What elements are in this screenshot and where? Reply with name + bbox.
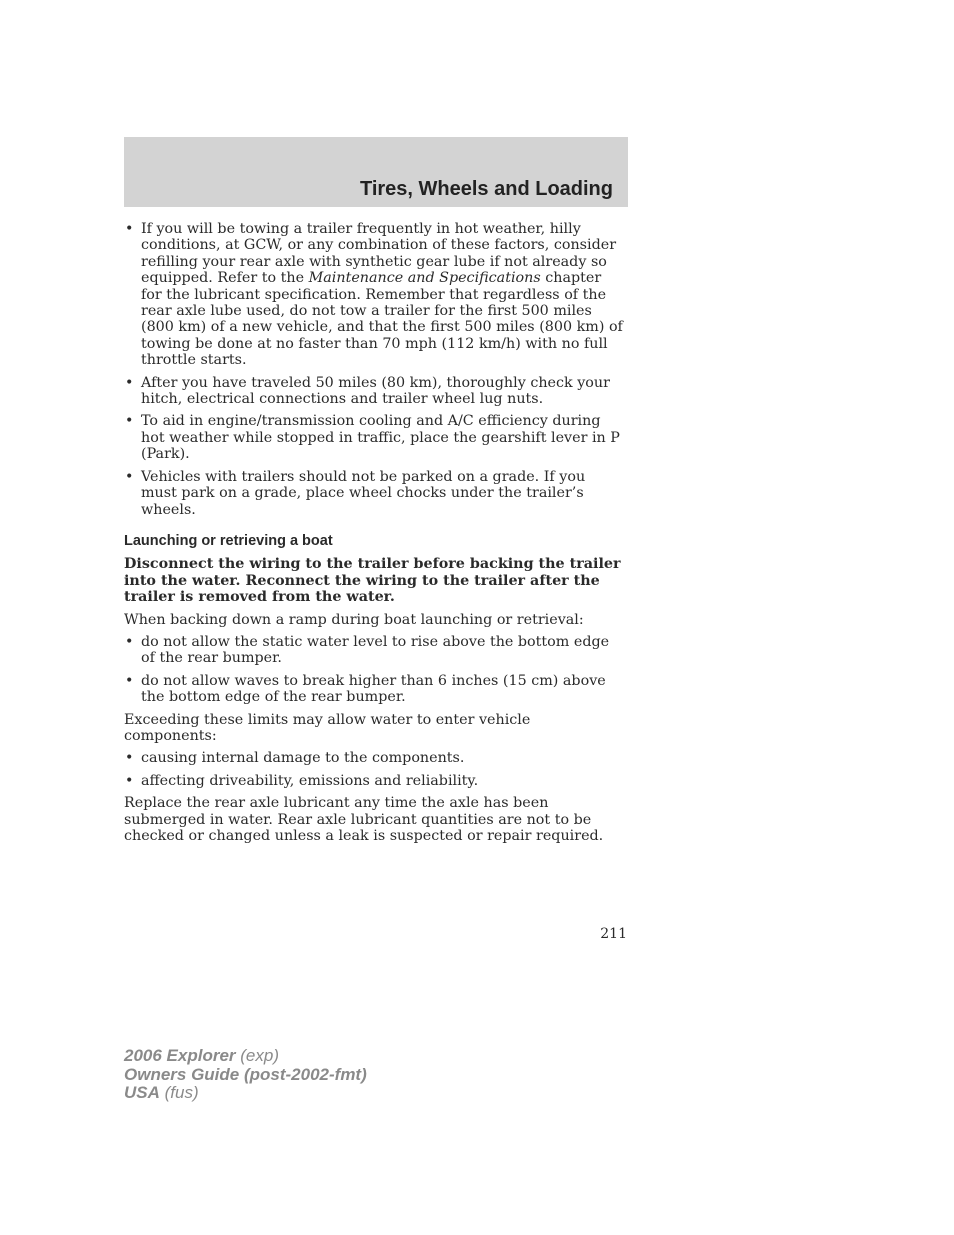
chapter-reference: Maintenance and Specifications (308, 270, 541, 287)
list-item: • affecting driveability, emissions and reliability. (124, 773, 624, 789)
footer-market-code: (fus) (164, 1083, 199, 1102)
limits-consequences-list (124, 750, 624, 789)
footer-vehicle-code: (exp) (240, 1046, 279, 1065)
ramp-intro: When backing down a ramp during boat launching or retrieval: (124, 611, 584, 628)
footer-line-guide (124, 1066, 367, 1085)
wiring-warning: Disconnect the wiring to the trailer before backing the trailer into the water. Reconnect the wiring to the trailer after the trailer is removed from the water. (124, 556, 621, 606)
list-item (124, 221, 624, 369)
bullet-text-end: chapter for the lubricant specification. Remember that regardless of the rear axle lube used, do not tow a trailer for the first 500 miles (800 km) of a new vehicle, and that the first 500 miles (800 km) of towing be done at no faster than 70 mph (112 km/h) with no full throttle starts. (141, 270, 623, 369)
footer-vehicle: 2006 Explorer (124, 1046, 236, 1065)
document-footer (124, 1047, 367, 1103)
section-title: Tires, Wheels and Loading (359, 178, 613, 200)
limits-text: Exceeding these limits may allow water to enter vehicle components: (124, 711, 531, 744)
list-item: • After you have traveled 50 miles (80 km), thoroughly check your hitch, electrical connections and trailer wheel lug nuts. (124, 375, 624, 408)
footer-guide: Owners Guide (post-2002-fmt) (124, 1064, 367, 1084)
bullet-text-start: If you will be towing a trailer frequently in hot weather, hilly conditions, at GCW, or any combination of these factors, consider refilling your rear axle with synthetic gear lube if not already so equipped. Refer to the (141, 221, 617, 287)
boat-section-heading: Launching or retrieving a boat (124, 532, 333, 549)
ramp-rules-list (124, 634, 624, 706)
page-content (124, 221, 624, 850)
page-number: 211 (600, 926, 627, 942)
section-header-band (124, 137, 628, 207)
closing-paragraph: Replace the rear axle lubricant any time the axle has been submerged in water. Rear axle lubricant quantities are not to be checked or changed unless a leak is suspected or repair required. (124, 795, 604, 844)
towing-tips-list (124, 221, 624, 518)
footer-market: USA (124, 1083, 160, 1102)
list-item: • do not allow the static water level to rise above the bottom edge of the rear bumper. (124, 634, 624, 667)
list-item: • causing internal damage to the components. (124, 750, 624, 766)
footer-line-vehicle (124, 1047, 367, 1066)
list-item: • To aid in engine/transmission cooling and A/C efficiency during hot weather while stopped in traffic, place the gearshift lever in P (Park). (124, 413, 624, 462)
list-item: • do not allow waves to break higher than 6 inches (15 cm) above the bottom edge of the rear bumper. (124, 673, 624, 706)
footer-line-market (124, 1084, 367, 1103)
list-item: • Vehicles with trailers should not be parked on a grade. If you must park on a grade, place wheel chocks under the trailer’s wheels. (124, 469, 624, 518)
